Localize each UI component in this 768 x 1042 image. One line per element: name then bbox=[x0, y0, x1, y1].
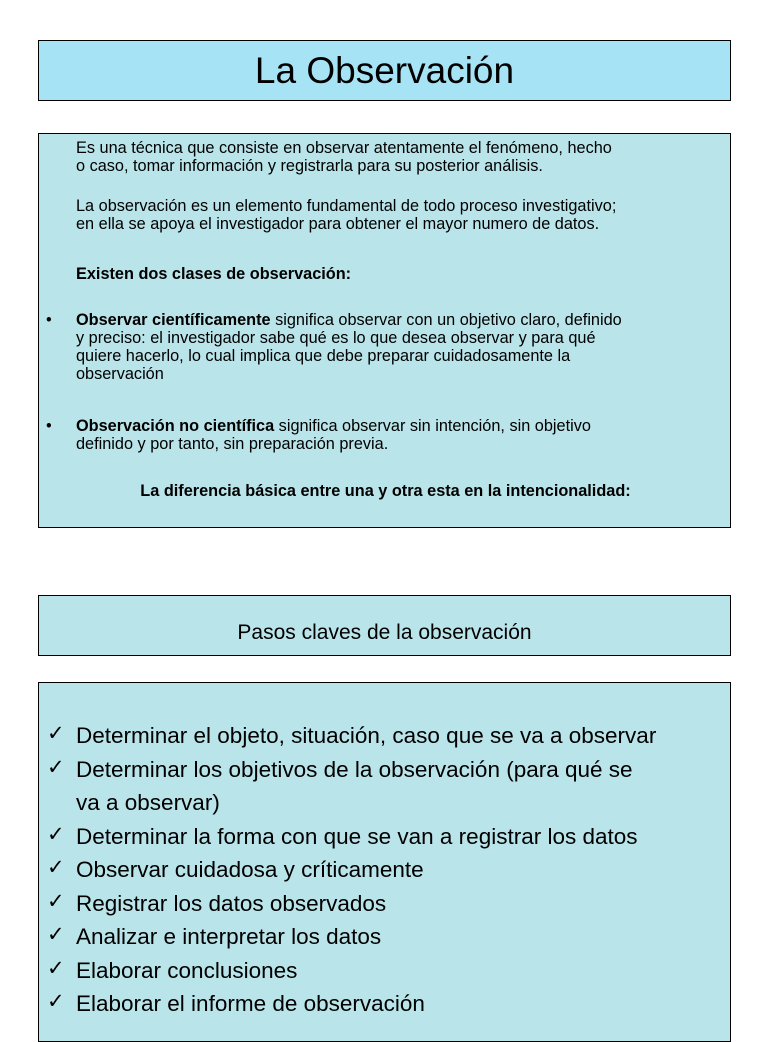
steps-box bbox=[38, 682, 731, 1042]
check-icon: ✓ bbox=[47, 889, 65, 913]
text-line bbox=[76, 311, 726, 329]
step-item bbox=[47, 987, 732, 1021]
step-item bbox=[47, 753, 732, 820]
class-text: significa observar con un objetivo claro, definido bbox=[270, 311, 622, 329]
definition-paragraph-1 bbox=[76, 139, 726, 175]
step-text: Determinar el objeto, situación, caso que se va a observar bbox=[76, 723, 657, 748]
text-line: en ella se apoya el investigador para obtener el mayor numero de datos. bbox=[76, 215, 600, 233]
text-line: Es una técnica que consiste en observar atentamente el fenómeno, hecho bbox=[76, 139, 612, 157]
text-line: definido y por tanto, sin preparación previa. bbox=[76, 435, 389, 453]
step-text: Observar cuidadosa y críticamente bbox=[76, 857, 424, 882]
step-item bbox=[47, 820, 732, 854]
check-icon: ✓ bbox=[47, 956, 65, 980]
check-icon: ✓ bbox=[47, 822, 65, 846]
class-non-scientific bbox=[76, 417, 726, 453]
step-text: Elaborar el informe de observación bbox=[76, 991, 425, 1016]
difference-statement: La diferencia básica entre una y otra esta en la intencionalidad: bbox=[140, 482, 631, 500]
step-item bbox=[47, 887, 732, 921]
classes-heading: Existen dos clases de observación: bbox=[76, 265, 352, 283]
step-text: Analizar e interpretar los datos bbox=[76, 924, 382, 949]
class-scientific bbox=[76, 311, 726, 383]
page-title: La Observación bbox=[254, 50, 515, 91]
steps-title-box bbox=[38, 595, 731, 656]
step-item bbox=[47, 719, 732, 753]
class-term: Observar científicamente bbox=[76, 311, 271, 329]
text-line: quiere hacerlo, lo cual implica que debe preparar cuidadosamente la bbox=[76, 347, 571, 365]
step-text: va a observar) bbox=[76, 790, 220, 815]
step-item bbox=[47, 920, 732, 954]
step-text: Determinar los objetivos de la observación (para qué se bbox=[76, 756, 633, 782]
step-text: Determinar la forma con que se van a registrar los datos bbox=[76, 823, 638, 849]
check-icon: ✓ bbox=[47, 722, 65, 745]
step-item bbox=[47, 954, 732, 988]
step-text: Elaborar conclusiones bbox=[76, 957, 298, 983]
class-text: significa observar sin intención, sin objetivo bbox=[274, 417, 591, 435]
text-line: y preciso: el investigador sabe qué es lo que desea observar y para qué bbox=[76, 329, 596, 347]
definition-paragraph-2 bbox=[76, 197, 726, 233]
step-item bbox=[47, 853, 732, 887]
definition-box bbox=[38, 133, 731, 528]
text-line: observación bbox=[76, 365, 164, 383]
text-line: La observación es un elemento fundamental de todo proceso investigativo; bbox=[76, 197, 617, 215]
check-icon: ✓ bbox=[47, 856, 65, 879]
bullet-icon: • bbox=[46, 417, 52, 435]
bullet-icon: • bbox=[46, 311, 52, 329]
steps-list bbox=[47, 719, 732, 1021]
text-line bbox=[76, 417, 726, 435]
text-line: o caso, tomar información y registrarla para su posterior análisis. bbox=[76, 157, 543, 175]
steps-title: Pasos claves de la observación bbox=[237, 620, 532, 644]
title-box bbox=[38, 40, 731, 101]
check-icon: ✓ bbox=[47, 990, 65, 1013]
check-icon: ✓ bbox=[47, 923, 65, 946]
step-text: Registrar los datos observados bbox=[76, 890, 387, 916]
check-icon: ✓ bbox=[47, 755, 65, 779]
class-term: Observación no científica bbox=[76, 417, 275, 435]
